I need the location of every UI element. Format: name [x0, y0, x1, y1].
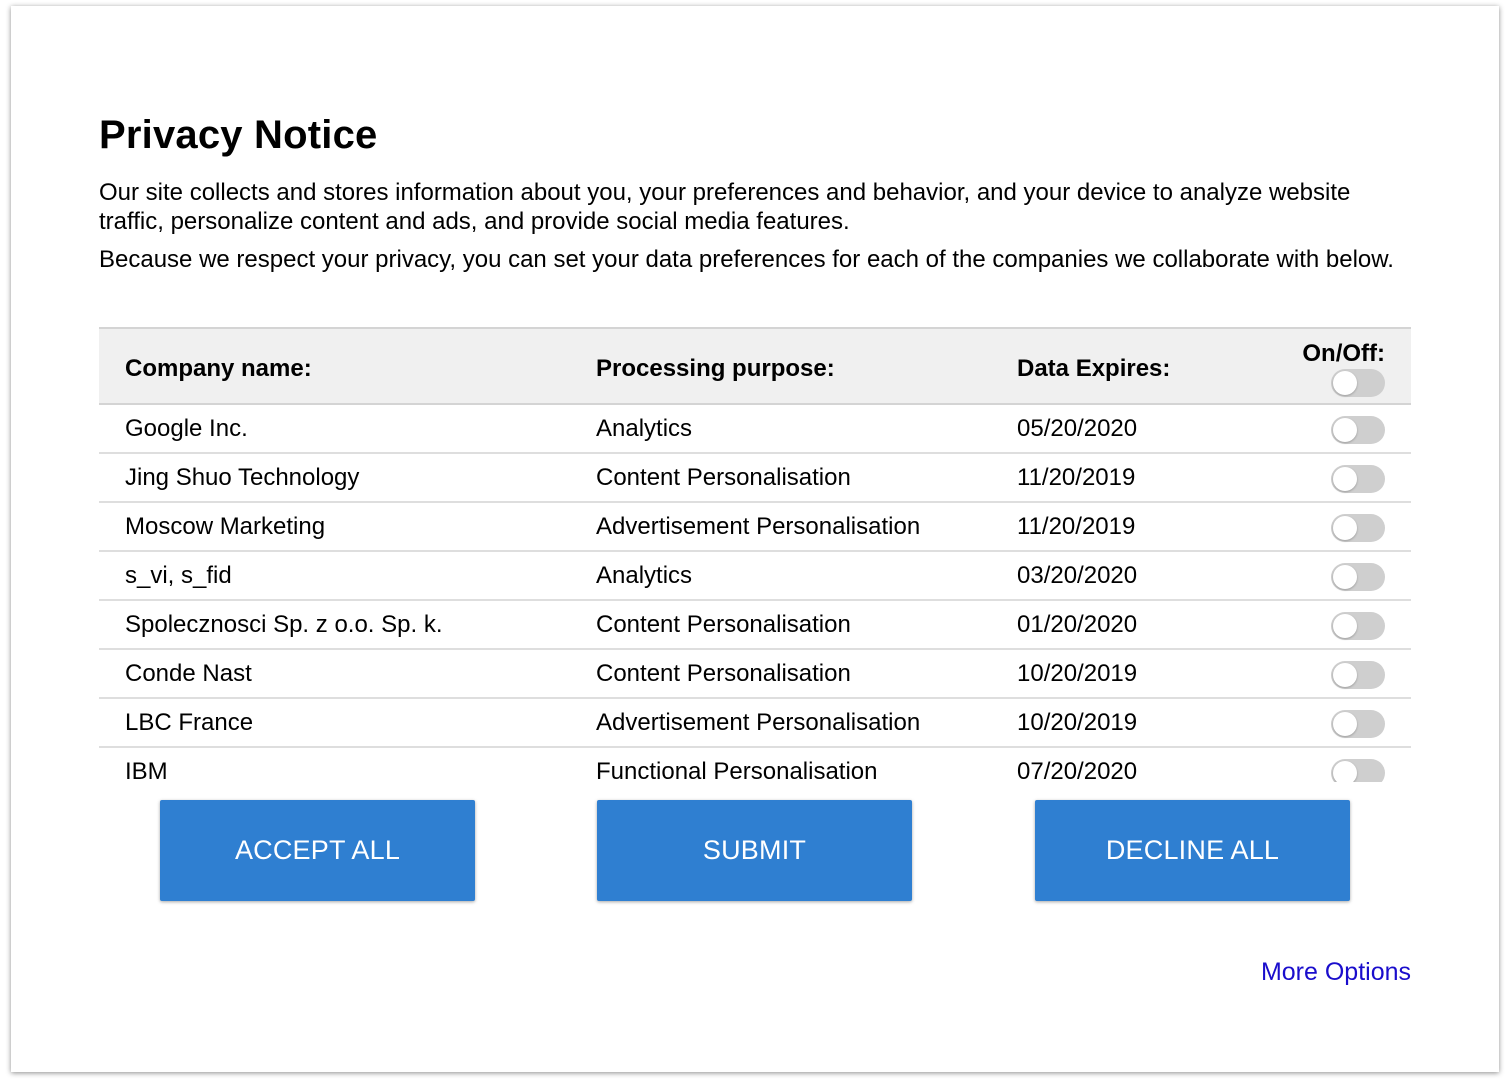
- table-row: [99, 748, 1411, 782]
- row-toggle[interactable]: [1331, 563, 1385, 591]
- toggle-knob: [1333, 467, 1357, 491]
- row-toggle[interactable]: [1331, 759, 1385, 782]
- row-purpose: Content Personalisation: [596, 660, 851, 687]
- row-expires: 10/20/2019: [1017, 709, 1138, 736]
- intro-paragraph: Our site collects and stores information about you, your preferences and behavior, and your device to analyze website traffic, personalize content and ads, and provide social media features.: [99, 179, 1351, 235]
- row-purpose: Functional Personalisation: [596, 758, 878, 782]
- row-expires: 03/20/2020: [1017, 562, 1138, 589]
- row-toggle[interactable]: [1331, 661, 1385, 689]
- table-row: [99, 699, 1411, 748]
- toggle-knob: [1333, 663, 1357, 687]
- header-company: Company name:: [125, 355, 312, 382]
- table-row: [99, 552, 1411, 601]
- companies-table[interactable]: [99, 327, 1411, 782]
- row-expires: 07/20/2020: [1017, 758, 1138, 782]
- row-toggle[interactable]: [1331, 416, 1385, 444]
- toggle-knob: [1333, 761, 1357, 782]
- table-row: [99, 405, 1411, 454]
- toggle-knob: [1333, 371, 1357, 395]
- header-onoff: [1295, 341, 1385, 400]
- row-purpose: Advertisement Personalisation: [596, 513, 921, 540]
- toggle-knob: [1333, 614, 1357, 638]
- more-options-link[interactable]: More Options: [1260, 958, 1411, 986]
- row-toggle[interactable]: [1331, 710, 1385, 738]
- row-toggle[interactable]: [1331, 612, 1385, 640]
- table-row: [99, 601, 1411, 650]
- toggle-knob: [1333, 565, 1357, 589]
- row-purpose: Analytics: [596, 562, 693, 589]
- row-toggle[interactable]: [1331, 465, 1385, 493]
- row-expires: 11/20/2019: [1017, 513, 1136, 540]
- table-row: [99, 650, 1411, 699]
- row-expires: 11/20/2019: [1017, 464, 1136, 491]
- row-expires: 05/20/2020: [1017, 415, 1138, 442]
- row-company: Google Inc.: [125, 415, 248, 442]
- row-company: Moscow Marketing: [125, 513, 326, 540]
- row-purpose: Analytics: [596, 415, 693, 442]
- row-expires: 01/20/2020: [1017, 611, 1138, 638]
- row-company: Jing Shuo Technology: [125, 464, 360, 491]
- toggle-knob: [1333, 418, 1357, 442]
- dialog-title: Privacy Notice: [99, 113, 378, 157]
- row-company: Spolecznosci Sp. z o.o. Sp. k.: [125, 611, 443, 638]
- table-row: [99, 454, 1411, 503]
- row-company: LBC France: [125, 709, 254, 736]
- toggle-knob: [1333, 516, 1357, 540]
- header-onoff-label: On/Off:: [1302, 340, 1385, 367]
- accept-all-button[interactable]: ACCEPT ALL: [160, 800, 475, 901]
- submit-button[interactable]: SUBMIT: [597, 800, 912, 901]
- table-header: [99, 327, 1411, 405]
- table-body: [99, 405, 1411, 782]
- row-purpose: Content Personalisation: [596, 611, 851, 638]
- header-expires: Data Expires:: [1017, 355, 1171, 382]
- privacy-dialog: [11, 6, 1499, 1072]
- row-purpose: Content Personalisation: [596, 464, 851, 491]
- preferences-paragraph: Because we respect your privacy, you can set your data preferences for each of the companies we collaborate with below.: [99, 246, 1394, 273]
- header-purpose: Processing purpose:: [596, 355, 835, 382]
- table-row: [99, 503, 1411, 552]
- row-purpose: Advertisement Personalisation: [596, 709, 921, 736]
- row-company: s_vi, s_fid: [125, 562, 232, 589]
- toggle-knob: [1333, 712, 1357, 736]
- row-toggle[interactable]: [1331, 514, 1385, 542]
- row-expires: 10/20/2019: [1017, 660, 1138, 687]
- decline-all-button[interactable]: DECLINE ALL: [1035, 800, 1350, 901]
- row-company: Conde Nast: [125, 660, 252, 687]
- row-company: IBM: [125, 758, 168, 782]
- master-toggle[interactable]: [1331, 369, 1385, 397]
